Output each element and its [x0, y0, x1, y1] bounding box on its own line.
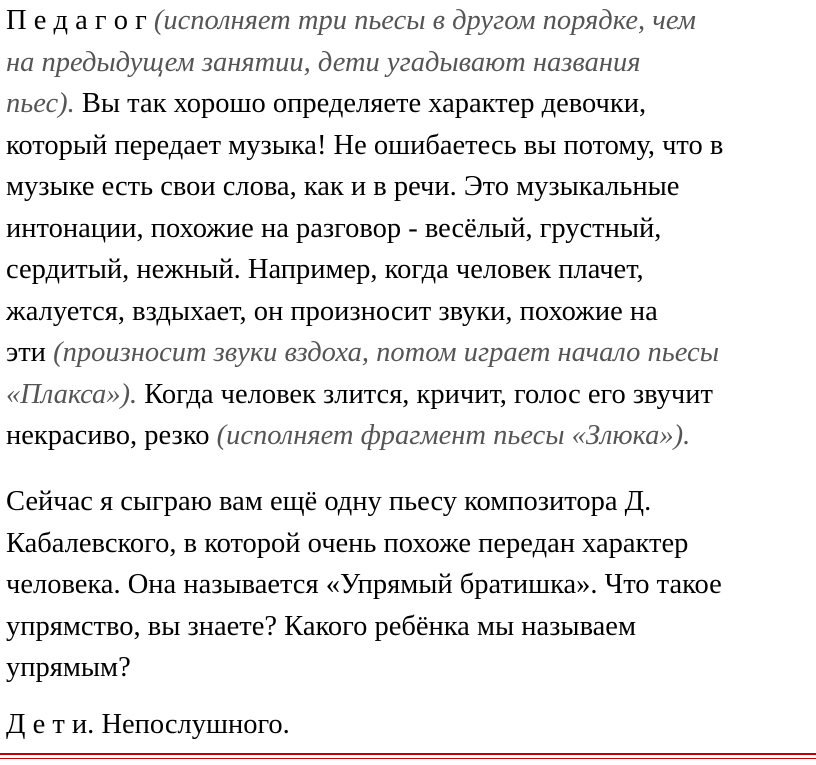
- text-line: жалуется, вздыхает, он произносит звуки, похожие на: [6, 295, 658, 327]
- speech-text: Вы так хорошо определяете характер девочки,: [81, 88, 647, 119]
- speaker-label: Д е т и.: [6, 709, 95, 740]
- text-line: который передает музыка! Не ошибаетесь вы потому, что в: [6, 129, 724, 161]
- paragraph-continuation: [6, 481, 722, 689]
- text-line: человека. Она называется «Упрямый братишка». Что такое: [6, 569, 722, 600]
- speech-text: Непослушного.: [101, 709, 290, 740]
- stage-direction: (исполняет три пьесы в другом порядке, чем: [153, 5, 696, 36]
- footer-divider: [0, 753, 816, 755]
- stage-direction: (произносит звуки вздоха, потом играет начало пьесы: [53, 337, 720, 368]
- text-line: [6, 83, 723, 125]
- text-line: [6, 0, 723, 42]
- text-line: упрямство, вы знаете? Какого ребёнка мы называем: [6, 610, 636, 642]
- text-line: Кабалевского, в которой очень похоже передан характер: [6, 527, 689, 559]
- text-line: [6, 332, 723, 374]
- speech-text: некрасиво, резко: [6, 420, 210, 451]
- text-line: музыке есть свои слова, как и в речи. Это музыкальные: [6, 171, 680, 202]
- text-line: Сейчас я сыграю вам ещё одну пьесу композитора Д.: [6, 486, 652, 517]
- footer-divider-thin: [0, 758, 816, 759]
- speaker-label: П е д а г о г: [6, 5, 147, 36]
- text-line: интонации, похожие на разговор - весёлый, грустный,: [6, 212, 662, 244]
- stage-direction: (исполняет фрагмент пьесы «Злюка»).: [216, 420, 691, 451]
- text-line: [6, 704, 290, 746]
- paragraph-children-reply: [6, 704, 290, 746]
- speech-text: Когда человек злится, кричит, голос его звучит: [144, 378, 713, 410]
- stage-direction: «Плакса»).: [6, 378, 138, 410]
- text-line: [6, 374, 723, 416]
- text-line: сердитый, нежный. Например, когда человек плачет,: [6, 254, 644, 285]
- stage-direction: на предыдущем занятии, дети угадывают названия: [6, 46, 641, 78]
- speech-text: эти: [6, 337, 46, 368]
- stage-direction: пьес).: [6, 88, 75, 119]
- paragraph-teacher-speech: [6, 0, 723, 457]
- text-line: упрямым?: [6, 652, 131, 683]
- text-line: [6, 415, 723, 457]
